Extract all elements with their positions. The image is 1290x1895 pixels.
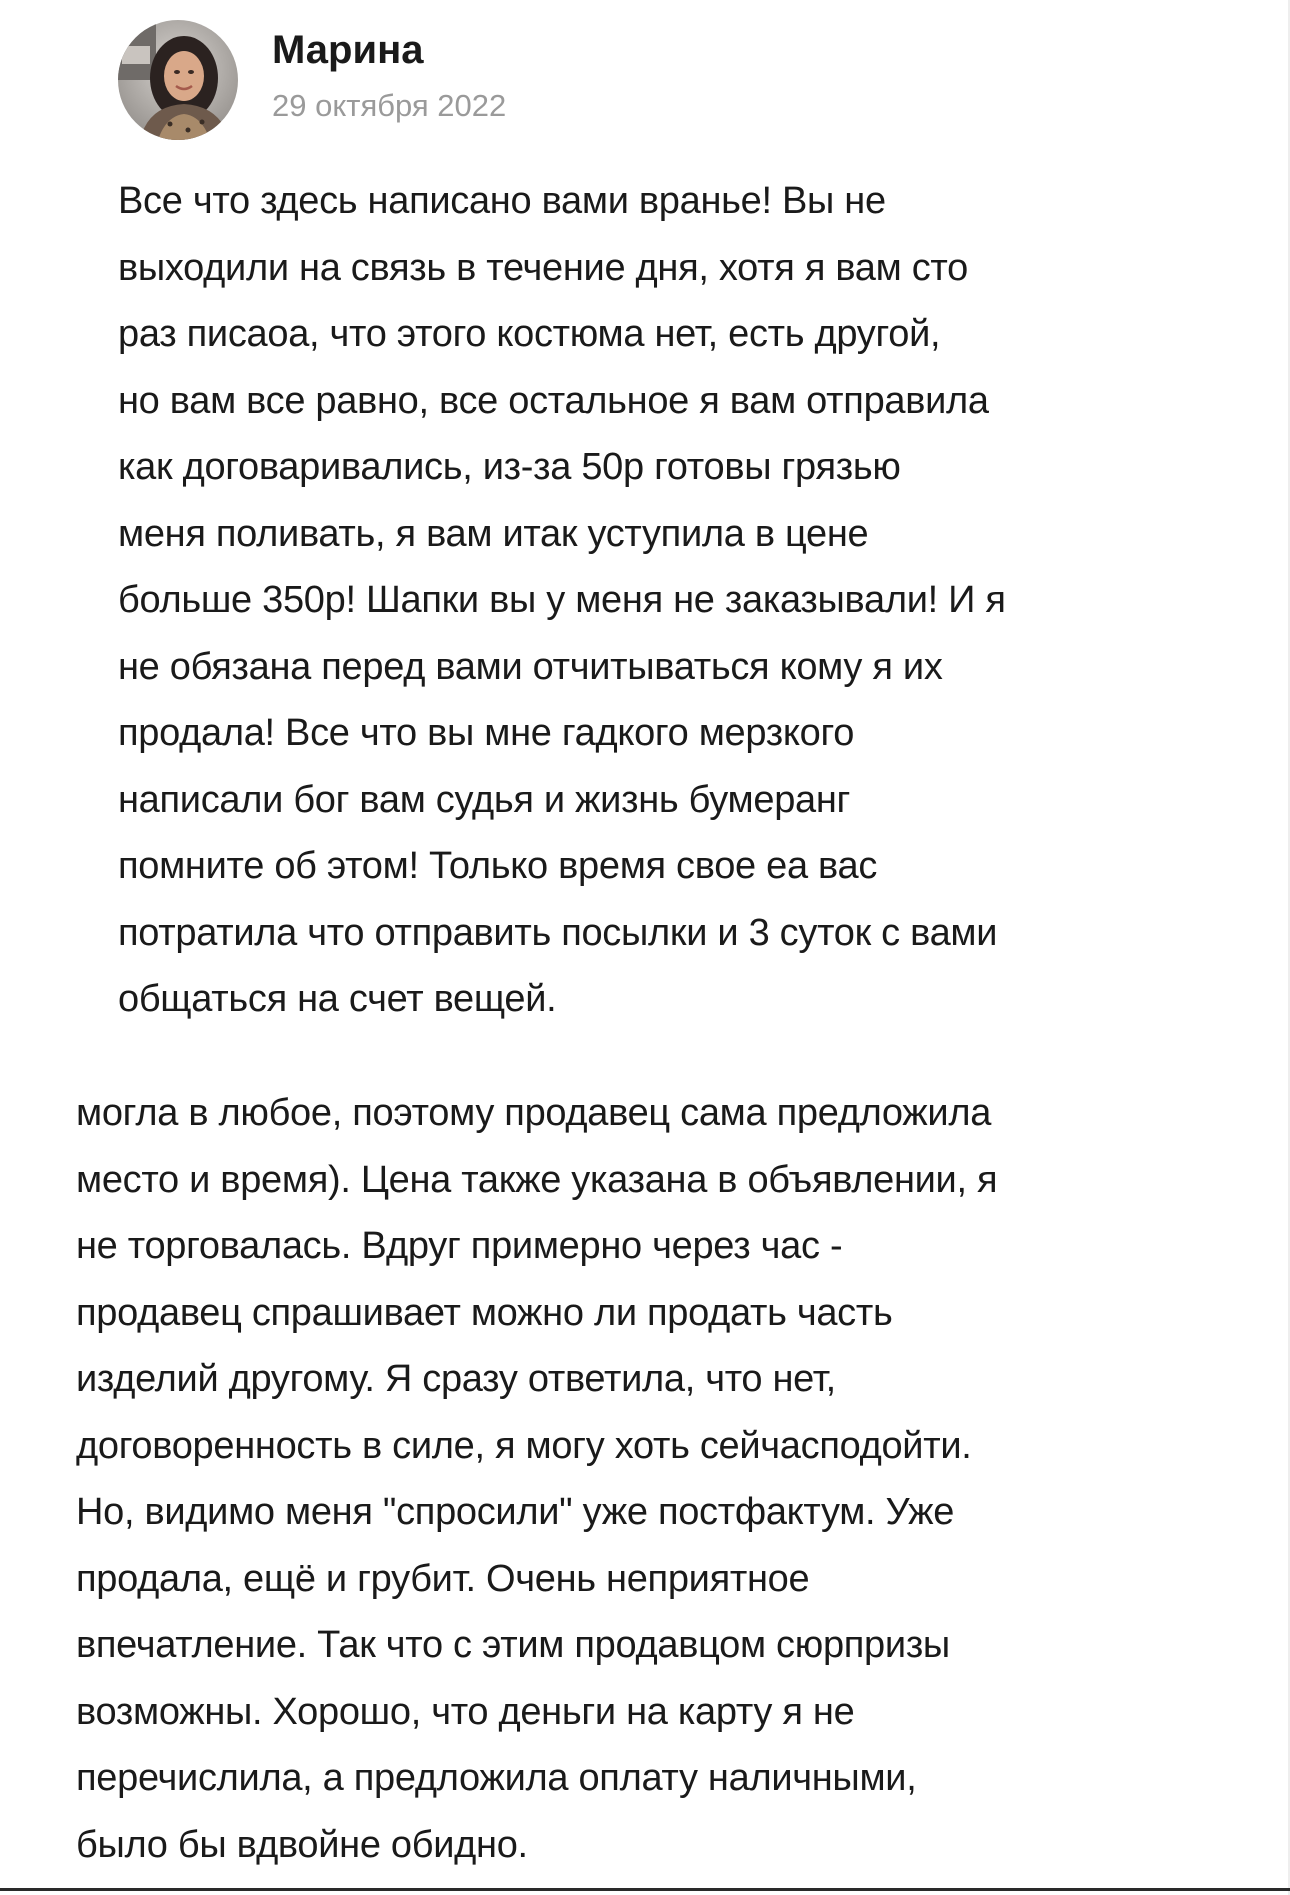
review-text-line: Все что здесь написано вами вранье! Вы не xyxy=(118,180,886,222)
review-text-line: потратила что отправить посылки и 3 суток с вами xyxy=(118,911,998,954)
author-name[interactable]: Марина xyxy=(272,28,424,72)
review-date: 29 октября 2022 xyxy=(272,88,507,123)
other-review-text-line: изделий другому. Я сразу ответила, что нет, xyxy=(76,1358,836,1400)
review-text-line: раз писаоа, что этого костюма нет, есть другой, xyxy=(118,313,941,355)
review-text-line: продала! Все что вы мне гадкого мерзкого xyxy=(118,712,855,754)
other-review-text-line: было бы вдвойне обидно. xyxy=(76,1823,528,1866)
other-review-text-line: могла в любое, поэтому продавец сама предложила xyxy=(76,1092,992,1134)
bottom-divider xyxy=(0,1888,1290,1891)
other-review-text xyxy=(76,1080,1256,1878)
review-text-line: больше 350р! Шапки вы у меня не заказывали! И я xyxy=(118,579,1006,621)
review-text-line: меня поливать, я вам итак уступила в цене xyxy=(118,512,869,555)
other-review-fragment xyxy=(0,1040,1290,1895)
other-review-text-line: не торговалась. Вдруг примерно через час - xyxy=(76,1225,843,1267)
other-review-text-line: продала, ещё и грубит. Очень неприятное xyxy=(76,1557,810,1600)
review-text-line: написали бог вам судья и жизнь бумеранг xyxy=(118,778,851,821)
review-text xyxy=(118,168,1228,1033)
author-block xyxy=(272,26,506,126)
review-text-line: как договаривались, из-за 50р готовы грязью xyxy=(118,446,901,488)
other-review-text-line: продавец спрашивает можно ли продать часть xyxy=(76,1291,893,1334)
review-header xyxy=(118,16,506,144)
review-text-line: выходили на связь в течение дня, хотя я вам сто xyxy=(118,246,968,289)
review-text-line: помните об этом! Только время свое еа вас xyxy=(118,845,878,887)
other-review-text-line: место и время). Цена также указана в объявлении, я xyxy=(76,1158,998,1201)
review-text-line: не обязана перед вами отчитываться кому я их xyxy=(118,645,943,688)
other-review-text-line: перечислила, а предложила оплату наличными, xyxy=(76,1757,917,1799)
other-review-text-line: впечатление. Так что с этим продавцом сюрпризы xyxy=(76,1624,950,1666)
other-review-text-line: договоренность в силе, я могу хоть сейчасподойти. xyxy=(76,1424,972,1467)
avatar-image xyxy=(118,20,238,140)
avatar[interactable] xyxy=(118,20,238,140)
other-review-text-line: Но, видимо меня "спросили" уже постфактум. Уже xyxy=(76,1491,955,1533)
other-review-text-line: возможны. Хорошо, что деньги на карту я не xyxy=(76,1690,855,1733)
review-text-line: но вам все равно, все остальное я вам отправила xyxy=(118,379,989,422)
review-text-line: общаться на счет вещей. xyxy=(118,978,557,1020)
